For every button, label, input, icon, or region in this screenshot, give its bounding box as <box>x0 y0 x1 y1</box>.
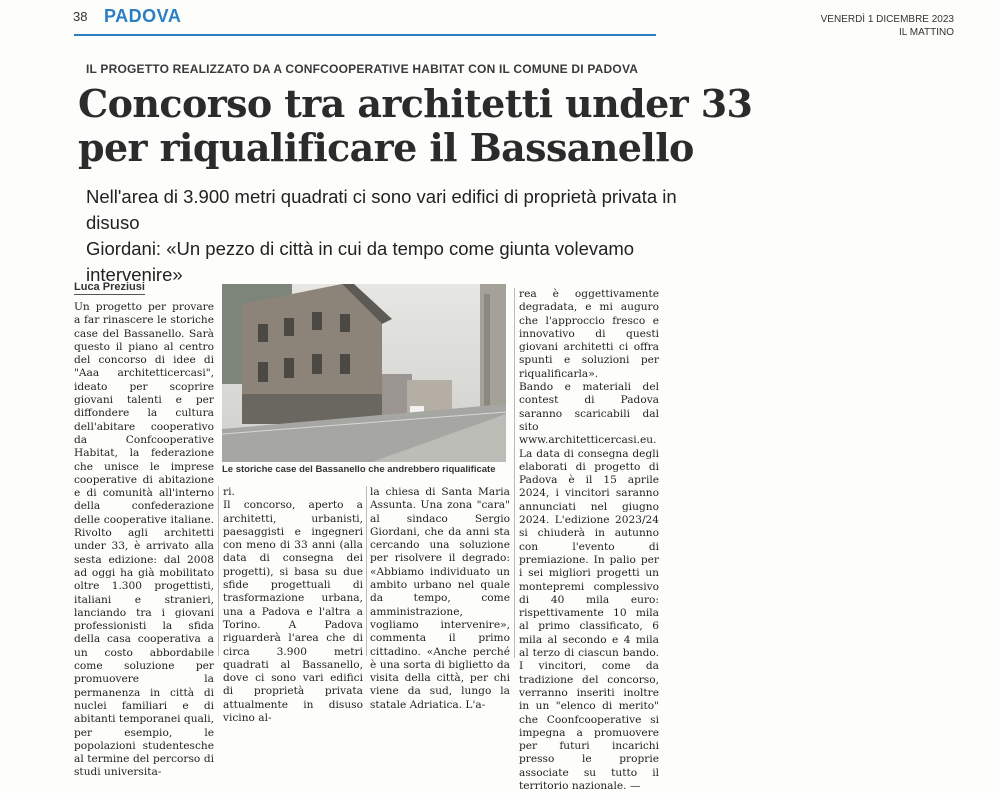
headline-line-2: per riqualificare il Bassanello <box>78 125 694 170</box>
column-divider <box>366 486 367 656</box>
article-column-4: rea è oggettivamente degradata, e mi auguro che l'approccio fresco e innovativo di questi giovani architetti ci offra spunti e soluzioni per riqualificarla». Bando e materiali del contest di Padova saranno scaricabili dal sito www.architetticercasi.eu. La data di consegna degli elaborati di progetto di Padova è il 15 aprile 2024, i vincitori saranno annunciati nel giugno 2024. L'edizione 2023/24 si chiuderà in autunno con l'evento di premiazione. In palio per i sei migliori progetti un montepremi complessivo di 40 mila euro: rispettivamente 10 mila al primo classificato, 6 mila al secondo e 4 mila al terzo di ciascun bando. I vincitori, come da tradizione del concorso, verranno inseriti inoltre in un "elenco di merito" che Coonfcooperative si impegna a promuovere per futuri incarichi presso le proprie associate su tutto il territorio nazionale. — <box>519 288 659 792</box>
article-column-3: la chiesa di Santa Maria Assunta. Una zona "cara" al sindaco Sergio Giordani, che da anni sta cercando una soluzione per risolvere il degrado: «Abbiamo individuato un ambito urbano nel quale da tempo, come amministrazione, vogliamo intervenire», commenta il primo cittadino. «Anche perché è una sorta di biglietto da visita della città, per chi viene da sud, lungo la statale Adriatica. L'a- <box>370 486 510 711</box>
page-number: 38 <box>73 9 88 24</box>
section-label: PADOVA <box>104 6 182 26</box>
column-divider <box>514 288 515 658</box>
article-kicker: IL PROGETTO REALIZZATO DA A CONFCOOPERATIVE HABITAT CON IL COMUNE DI PADOVA <box>86 62 639 76</box>
issue-date: VENERDÌ 1 DICEMBRE 2023 <box>820 14 954 25</box>
headline-line-1: Concorso tra architetti under 33 <box>78 81 753 126</box>
subhead-line-2: Giordani: «Un pezzo di città in cui da tempo come giunta volevamo intervenire» <box>86 238 635 285</box>
column-divider <box>218 486 219 656</box>
article-column-1: Un progetto per provare a far rinascere le storiche case del Bassanello. Sarà questo il piano al centro del concorso di idee di "Aaa architetticercasi", ideato per scoprire giovani talenti e per diffondere la cultura dell'abitare cooperativo da Confcooperative Habitat, la federazione che unisce le imprese cooperative di abitazione e di comunità all'interno della confederazione delle cooperative italiane. Rivolto agli architetti under 33, è arrivato alla sesta edizione: dal 2008 ad oggi ha già mobilitato oltre 1.300 progettisti, italiani e stranieri, lanciando tra i giovani professionisti la sfida della casa cooperativa a un costo abbordabile come soluzione per promuovere la permanenza in città di nuclei familiari e di abitanti temporanei quali, per esempio, le popolazioni studentesche al termine del percorso di studi universita- <box>74 301 214 779</box>
article-photo <box>222 284 506 462</box>
article-subhead <box>86 184 686 288</box>
masthead-info <box>821 13 954 39</box>
byline: Luca Preziusi <box>74 281 145 293</box>
newspaper-name: IL MATTINO <box>899 27 954 38</box>
subhead-line-1: Nell'area di 3.900 metri quadrati ci sono vari edifici di proprietà privata in disuso <box>86 186 677 233</box>
section-rule <box>74 34 656 36</box>
article-column-2: ri. Il concorso, aperto a architetti, urbanisti, paesaggisti e ingegneri con meno di 33 anni (alla data di consegna dei progetti), si basa su due sfide progettuali di trasformazione urbana, una a Padova e l'altra a Torino. A Padova riguarderà l'area che di circa 3.900 metri quadrati al Bassanello, dove ci sono vari edifici di proprietà privata attualmente in disuso vicino al- <box>223 486 363 725</box>
photo-caption: Le storiche case del Bassanello che andrebbero riqualificate <box>222 464 496 475</box>
article-headline <box>78 82 752 170</box>
